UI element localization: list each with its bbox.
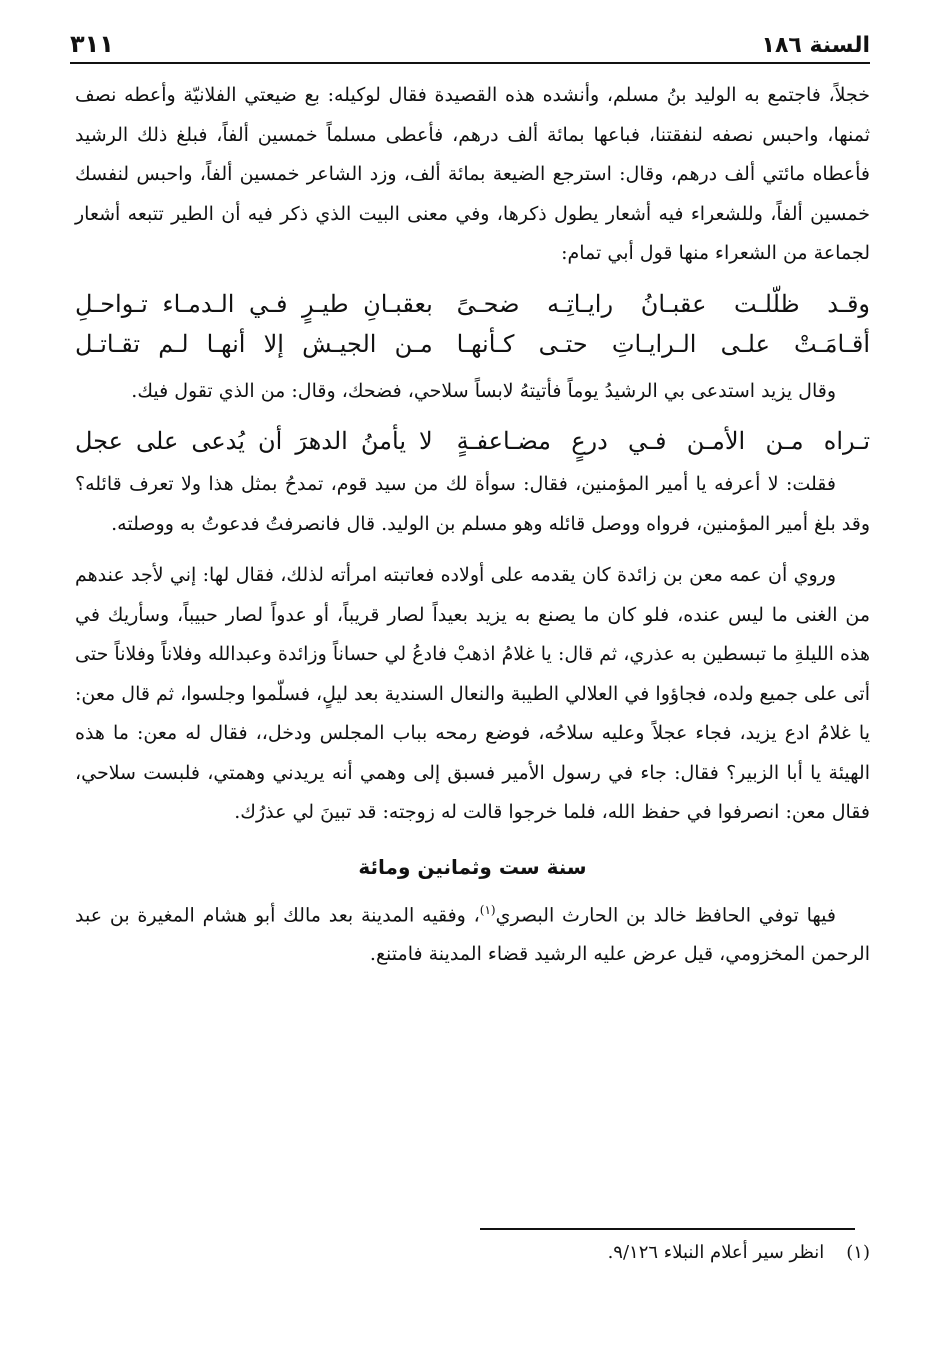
footnote: [608, 1236, 870, 1270]
page-header: [70, 22, 870, 64]
paragraph-3: فقلت: لا أعرفه يا أمير المؤمنين، فقال: سوأة لك من سيد قوم، تمدحُ بمثل هذا ولا تعرف قائله؟ وقد بلغ أمير المؤمنين، فرواه ووصل قائله وهو مسلم بن الوليد. قال فانصرفتُ فدعوتُ به ووصلته.: [75, 473, 870, 535]
running-title: السنة ١٨٦: [761, 33, 870, 58]
verse-first-hemistich: أقـامَـتْ علـى الـرايـاتِ حتـى كـأنهـا: [456, 329, 870, 358]
verse-line: [75, 284, 870, 324]
main-text: [75, 76, 870, 975]
paragraph-5: [75, 891, 870, 975]
verse-first-hemistich: تـراه مـن الأمـن فـي درعٍ مضـاعفـةٍ: [456, 427, 870, 455]
footnote-text: انظر سير أعلام النبلاء ٩/١٢٦.: [607, 1242, 825, 1263]
section-heading: سنة ست وثمانين ومائة: [358, 854, 587, 879]
page-number: ٣١١: [70, 30, 114, 58]
verse-line: [75, 324, 870, 364]
verse-line: [75, 421, 870, 461]
verse-second-hemistich: بعقبـانِ طيـرٍ فـي الـدمـاء تـواحـلِ: [75, 289, 433, 318]
paragraph-1: خجلاً، فاجتمع به الوليد بنُ مسلم، وأنشده هذه القصيدة فقال لوكيله: بع ضيعتي الفلانيّة وأعطه نصف ثمنها، واحبس نصفه لنفقتنا، فباعها بمائة ألف درهم، فأعطى مسلماً خمسين ألفاً، فبلغ ذلك الرشيد فأعطاه مائتي ألف درهم، وقال: استرجع الضيعة بمائة ألف، وزد الشاعر خمسين ألفاً، واحبس لنفسك خمسين ألفاً، وللشعراء فيه أشعار يطول ذكرها، وفي معنى البيت الذي ذكر فيه أن الطير تتبعه أشعار لجماعة من الشعراء منها قول أبي تمام:: [75, 84, 870, 264]
footnote-reference: (١): [479, 902, 496, 917]
paragraph-5-text-a: فيها توفي الحافظ خالد بن الحارث البصري: [495, 903, 836, 926]
footnote-number: (١): [846, 1242, 870, 1263]
poem-abu-tammam: [75, 284, 870, 364]
paragraph-4: وروي أن عمه معن بن زائدة كان يقدمه على أولاده فعاتبته امرأته لذلك، فقال لها: إني لأجد عندهم من الغنى ما ليس عنده، فلو كان ما يصنع به يزيد بعيداً لصار قريباً، أو عدواً لصار حبيباً، وسأريك في هذه الليلةِ ما تبسطين به عذري، ثم قال: يا غلامُ اذهبْ فادعُ لي حساناً وزائدة وعبدالله وفلاناً وفلاناً حتى أتى على جميع ولده، فجاؤوا في العلالي الطيبة والنعال السندية بعد ليلٍ، فسلّموا وجلسوا، ثم قال معن: يا غلامُ ادع يزيد، فجاء عجلاً وعليه سلاحُه، فوضع رمحه بباب المجلس ودخل،، فقال له معن: ما هذه الهيئة يا أبا الزبير؟ فقال: جاء في رسول الأمير فسبق إلى وهمي أنه يريدني وهمتي، فلبست سلاحي، فقال معن: انصرفوا في حفظ الله، فلما خرجوا قالت له زوجته: قد تبينَ لي عذرُك.: [75, 564, 870, 823]
footnote-separator: [480, 1228, 855, 1230]
verse-second-hemistich: لا يأمنُ الدهرَ أن يُدعى على عجل: [75, 427, 433, 455]
poem-verse-2: [75, 421, 870, 461]
verse-second-hemistich: مـن الجيـش إلا أنهـا لـم تقـاتـل: [75, 329, 433, 358]
paragraph-2: وقال يزيد استدعى بي الرشيدُ يوماً فأتيتهُ لابساً سلاحي، فضحك، وقال: من الذي تقول فيك.: [131, 379, 836, 402]
verse-first-hemistich: وقـد ظلّلـت عقبـانُ رايـاتِـه ضحـىً: [456, 289, 870, 318]
paragraph-5-text-b: ، وفقيه المدينة بعد مالك أبو هشام المغيرة بن عبد الرحمن المخزومي، قيل عرض عليه الرشيد قضاء المدينة فامتنع.: [75, 903, 870, 966]
